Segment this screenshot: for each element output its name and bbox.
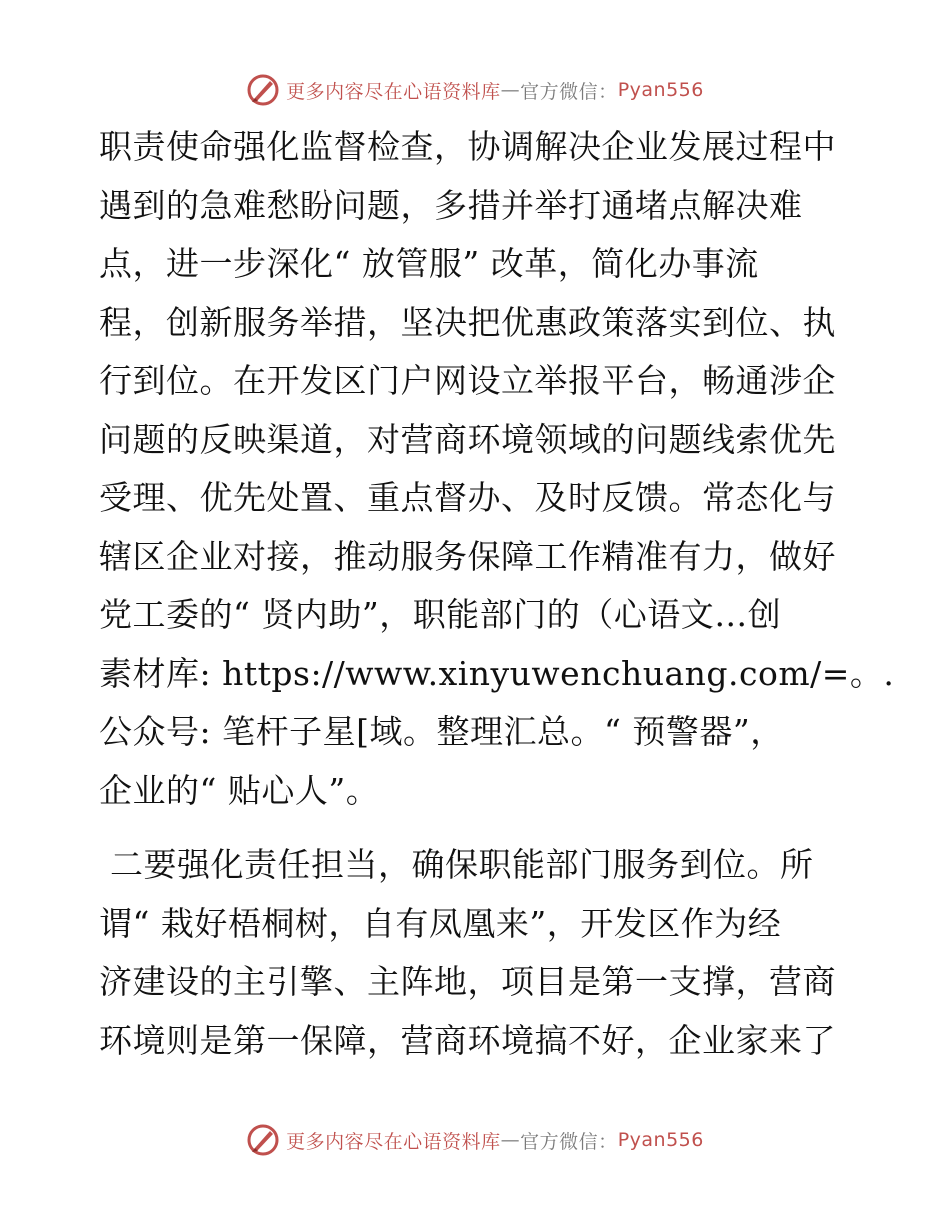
text-line: 受理、优先处置、重点督办、及时反馈。常态化与	[99, 478, 836, 517]
text-line: 辖区企业对接，推动服务保障工作精准有力，做好	[99, 536, 836, 576]
document-body	[99, 118, 895, 1070]
text-line: 点，进一步深化“ 放管服” 改革，简化办事流	[99, 244, 759, 283]
watermark-brand: 更多内容尽在心语资料库	[286, 80, 501, 103]
text-line: 党工委的“ 贤内助”，职能部门的（心语文…创	[99, 595, 782, 634]
text-line: 环境则是第一保障，营商环境搞不好，企业家来了	[99, 1020, 836, 1060]
paragraph-gap	[99, 820, 859, 836]
watermark-wechat-id: Pyan556	[617, 1129, 704, 1151]
text-line: 企业的“ 贴心人”。	[99, 770, 380, 810]
text-line: 素材库: https://www.xinyuwenchuang.com/=。.	[99, 653, 895, 693]
watermark-wechat-label: 官方微信：	[520, 80, 618, 103]
paragraph	[99, 836, 859, 1070]
text-line: 二要强化责任担当，确保职能部门服务到位。所	[99, 845, 814, 884]
text-line: 职责使命强化监督检查，协调解决企业发展过程中	[99, 127, 836, 166]
watermark-separator: —	[500, 1129, 521, 1151]
text-line: 公众号: 笔杆子星[域。整理汇总。“ 预警器”，	[99, 712, 784, 751]
paragraph	[99, 118, 895, 820]
text-line: 程，创新服务举措，坚决把优惠政策落实到位、执	[99, 302, 836, 342]
text-line: 问题的反映渠道，对营商环境领域的问题线索优先	[99, 419, 836, 459]
watermark-banner-bottom	[0, 1120, 950, 1160]
quill-pen-logo-icon	[246, 73, 280, 107]
quill-pen-logo-icon	[246, 1123, 280, 1157]
text-line: 谓“ 栽好梧桐树，自有凤凰来”，开发区作为经	[99, 903, 782, 943]
watermark-wechat-label: 官方微信：	[520, 1130, 618, 1153]
watermark-banner-top	[0, 70, 950, 110]
text-line: 遇到的急难愁盼问题，多措并举打通堵点解决难	[99, 185, 803, 225]
text-line: 济建设的主引擎、主阵地，项目是第一支撑，营商	[99, 962, 836, 1001]
watermark-brand: 更多内容尽在心语资料库	[286, 1130, 501, 1153]
watermark-separator: —	[500, 79, 521, 101]
text-line: 行到位。在开发区门户网设立举报平台，畅通涉企	[99, 361, 836, 400]
watermark-wechat-id: Pyan556	[617, 79, 704, 101]
